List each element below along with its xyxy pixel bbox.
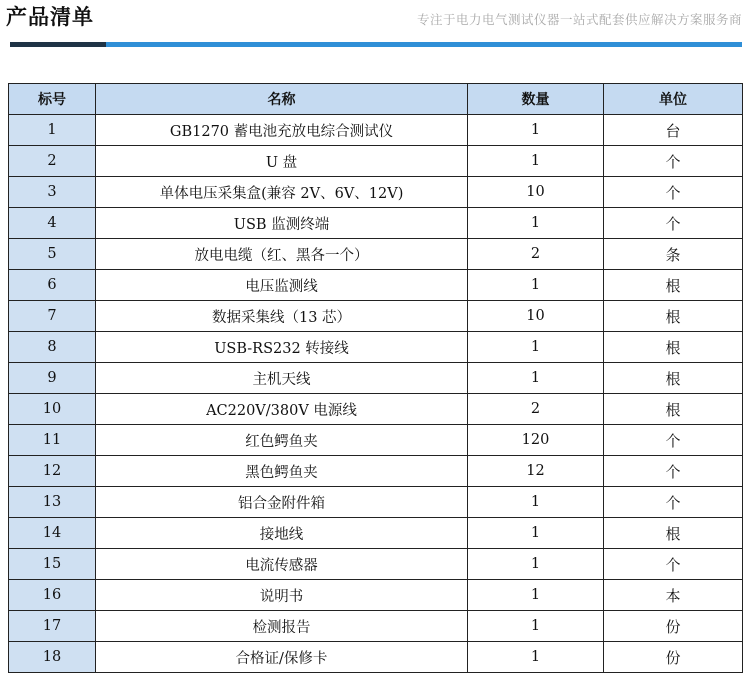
- row-index: 16: [9, 580, 96, 611]
- table-row: [9, 115, 743, 146]
- row-index: 15: [9, 549, 96, 580]
- table-row: [9, 363, 743, 394]
- row-index: 9: [9, 363, 96, 394]
- item-quantity: 1: [468, 487, 604, 518]
- item-name: 检测报告: [96, 611, 468, 642]
- item-quantity: 1: [468, 611, 604, 642]
- column-header-unit: 单位: [604, 84, 743, 115]
- item-name: 主机天线: [96, 363, 468, 394]
- item-unit: 根: [604, 518, 743, 549]
- page-header: [0, 0, 750, 50]
- item-unit: 个: [604, 487, 743, 518]
- product-list-table: [8, 83, 743, 673]
- row-index: 4: [9, 208, 96, 239]
- table-row: [9, 301, 743, 332]
- item-quantity: 1: [468, 332, 604, 363]
- item-unit: 本: [604, 580, 743, 611]
- item-unit: 根: [604, 394, 743, 425]
- column-header-quantity: 数量: [468, 84, 604, 115]
- row-index: 12: [9, 456, 96, 487]
- row-index: 6: [9, 270, 96, 301]
- row-index: 11: [9, 425, 96, 456]
- item-unit: 根: [604, 301, 743, 332]
- item-name: 说明书: [96, 580, 468, 611]
- table-row: [9, 146, 743, 177]
- row-index: 17: [9, 611, 96, 642]
- item-unit: 份: [604, 611, 743, 642]
- table-row: [9, 177, 743, 208]
- table-row: [9, 239, 743, 270]
- row-index: 8: [9, 332, 96, 363]
- row-index: 1: [9, 115, 96, 146]
- page-title: 产品清单: [6, 5, 94, 29]
- row-index: 3: [9, 177, 96, 208]
- item-unit: 个: [604, 208, 743, 239]
- item-name: 数据采集线（13 芯）: [96, 301, 468, 332]
- item-quantity: 2: [468, 239, 604, 270]
- row-index: 14: [9, 518, 96, 549]
- column-header-name: 名称: [96, 84, 468, 115]
- table-row: [9, 611, 743, 642]
- item-unit: 个: [604, 456, 743, 487]
- item-name: 红色鳄鱼夹: [96, 425, 468, 456]
- row-index: 2: [9, 146, 96, 177]
- item-unit: 条: [604, 239, 743, 270]
- item-unit: 台: [604, 115, 743, 146]
- table-header-row: [9, 84, 743, 115]
- table-row: [9, 456, 743, 487]
- item-quantity: 2: [468, 394, 604, 425]
- item-unit: 个: [604, 146, 743, 177]
- header-rule-blue: [106, 42, 742, 47]
- item-unit: 根: [604, 363, 743, 394]
- row-index: 13: [9, 487, 96, 518]
- item-name: 黑色鳄鱼夹: [96, 456, 468, 487]
- table-row: [9, 642, 743, 673]
- item-name: USB 监测终端: [96, 208, 468, 239]
- table-row: [9, 394, 743, 425]
- table-row: [9, 487, 743, 518]
- item-quantity: 1: [468, 270, 604, 301]
- table-row: [9, 208, 743, 239]
- item-quantity: 1: [468, 146, 604, 177]
- row-index: 7: [9, 301, 96, 332]
- item-name: U 盘: [96, 146, 468, 177]
- table-row: [9, 518, 743, 549]
- item-name: USB-RS232 转接线: [96, 332, 468, 363]
- item-unit: 根: [604, 332, 743, 363]
- item-name: GB1270 蓄电池充放电综合测试仪: [96, 115, 468, 146]
- item-unit: 根: [604, 270, 743, 301]
- item-name: 合格证/保修卡: [96, 642, 468, 673]
- item-unit: 个: [604, 425, 743, 456]
- table-row: [9, 270, 743, 301]
- item-quantity: 10: [468, 177, 604, 208]
- company-tagline: 专注于电力电气测试仪器一站式配套供应解决方案服务商: [416, 12, 742, 27]
- item-quantity: 1: [468, 642, 604, 673]
- row-index: 5: [9, 239, 96, 270]
- item-quantity: 12: [468, 456, 604, 487]
- table-row: [9, 549, 743, 580]
- item-quantity: 1: [468, 115, 604, 146]
- table-row: [9, 580, 743, 611]
- item-unit: 个: [604, 177, 743, 208]
- item-name: AC220V/380V 电源线: [96, 394, 468, 425]
- row-index: 10: [9, 394, 96, 425]
- table-row: [9, 332, 743, 363]
- item-quantity: 1: [468, 363, 604, 394]
- table-row: [9, 425, 743, 456]
- item-name: 电压监测线: [96, 270, 468, 301]
- item-quantity: 10: [468, 301, 604, 332]
- item-name: 单体电压采集盒(兼容 2V、6V、12V): [96, 177, 468, 208]
- column-header-index: 标号: [9, 84, 96, 115]
- item-quantity: 1: [468, 208, 604, 239]
- item-unit: 个: [604, 549, 743, 580]
- item-quantity: 1: [468, 580, 604, 611]
- item-unit: 份: [604, 642, 743, 673]
- item-name: 接地线: [96, 518, 468, 549]
- item-name: 放电电缆（红、黑各一个）: [96, 239, 468, 270]
- item-name: 电流传感器: [96, 549, 468, 580]
- item-name: 铝合金附件箱: [96, 487, 468, 518]
- item-quantity: 1: [468, 518, 604, 549]
- row-index: 18: [9, 642, 96, 673]
- header-rule-dark: [10, 42, 106, 47]
- item-quantity: 120: [468, 425, 604, 456]
- item-quantity: 1: [468, 549, 604, 580]
